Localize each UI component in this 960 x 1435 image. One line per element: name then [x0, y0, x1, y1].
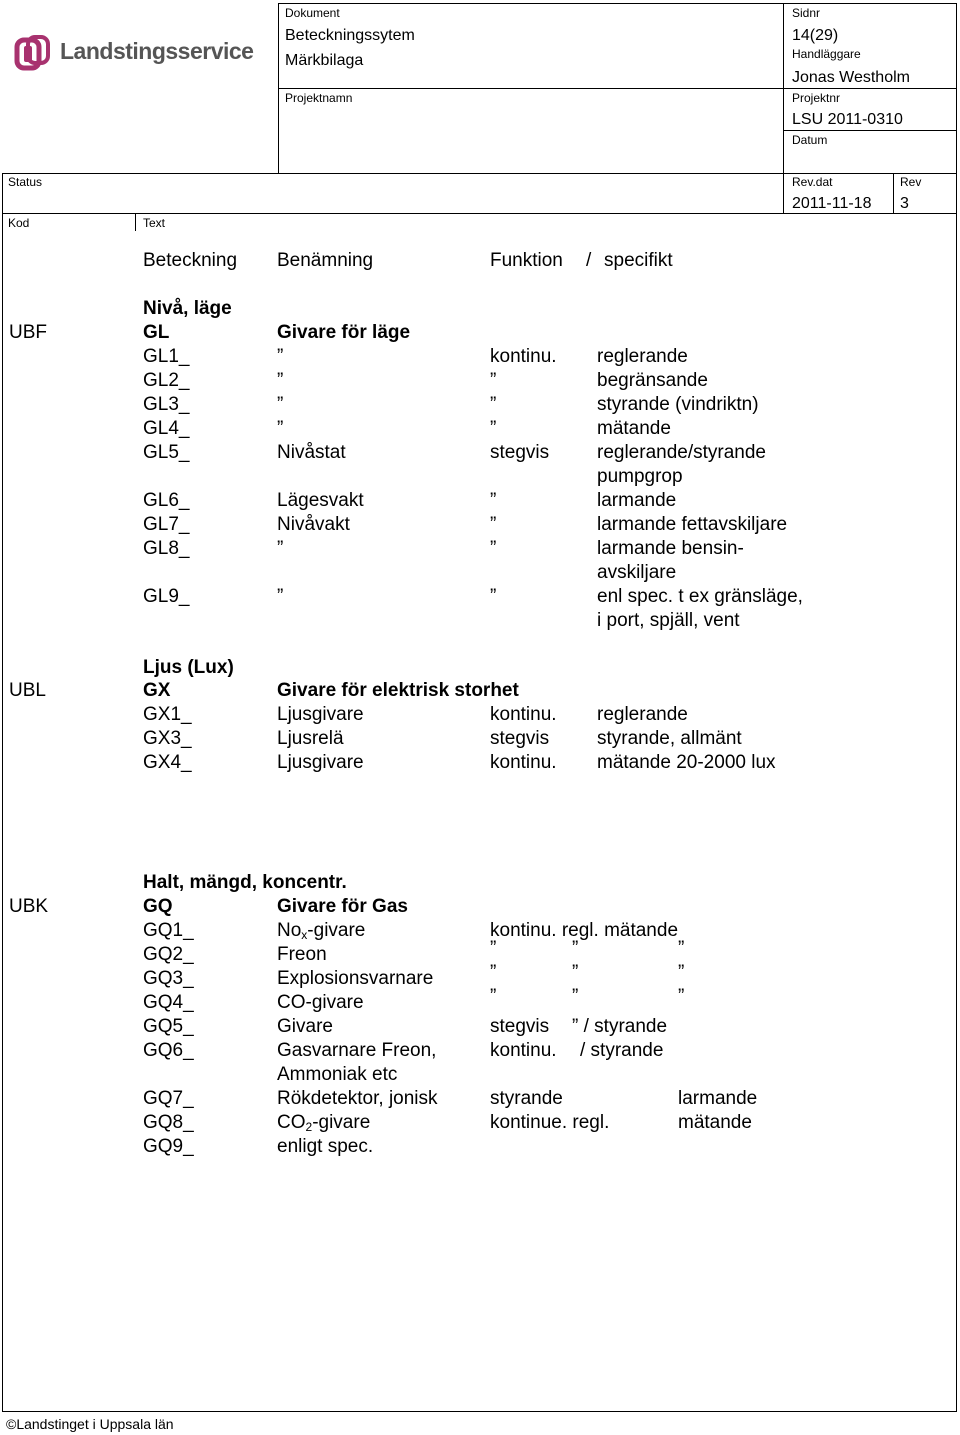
row-specifikt: mätande	[597, 418, 671, 439]
logo-mark-icon	[14, 34, 54, 74]
col-benamning: Benämning	[277, 250, 374, 271]
row-funktion: ”	[490, 514, 497, 535]
row-funktion: kontinu. regl. mätande	[490, 920, 679, 941]
ditto-mark: ”	[678, 962, 685, 983]
group-name: Givare för läge	[277, 322, 411, 343]
row-benamning: ”	[277, 394, 284, 415]
row-beteckning: GQ5_	[143, 1016, 194, 1037]
row-specifikt: larmande	[597, 490, 677, 511]
row-beteckning: GL5_	[143, 442, 190, 463]
row-funktion: kontinu.	[490, 704, 557, 725]
row-benamning: Rökdetektor, jonisk	[277, 1088, 438, 1109]
row-beteckning: GQ8_	[143, 1112, 194, 1133]
row-beteckning: GQ7_	[143, 1088, 194, 1109]
rev-value: 3	[900, 195, 909, 212]
row-benamning-cont: Ammoniak etc	[277, 1064, 398, 1085]
row-beteckning: GQ1_	[143, 920, 194, 941]
row-beteckning: GQ4_	[143, 992, 194, 1013]
copyright-icon: ©	[6, 1416, 17, 1432]
row-beteckning: GL8_	[143, 538, 190, 559]
row-specifikt: larmande fettavskiljare	[597, 514, 788, 535]
section-title: Halt, mängd, koncentr.	[143, 872, 347, 893]
group-name-gas: Gas	[372, 896, 408, 917]
ditto-mark: ”	[490, 962, 497, 983]
row-funktion: ”	[490, 394, 497, 415]
text-label: Text	[143, 216, 166, 230]
row-specifikt: begränsande	[597, 370, 708, 391]
row-funktion: ”	[490, 370, 497, 391]
row-funktion: ”	[490, 538, 497, 559]
sidnr-label: Sidnr	[792, 6, 821, 20]
datum-label: Datum	[792, 133, 828, 147]
row-specifikt: enl spec. t ex gränsläge,	[597, 586, 803, 607]
row-benamning: ”	[277, 370, 284, 391]
ditto-mark: ”	[572, 938, 579, 959]
row-beteckning: GQ9_	[143, 1136, 194, 1157]
row-benamning: Givare	[277, 1016, 333, 1037]
ditto-mark: ”	[572, 986, 579, 1007]
section-title: Ljus (Lux)	[143, 657, 234, 678]
row-specifikt-cont: i port, spjäll, vent	[597, 610, 740, 631]
logo-text: Landstingsservice	[60, 38, 254, 64]
ditto-mark: ”	[572, 962, 579, 983]
row-benamning: enligt spec.	[277, 1136, 374, 1157]
row-beteckning: GX1_	[143, 704, 192, 725]
row-funktion: kontinu.	[490, 346, 557, 367]
row-specifikt: reglerande	[597, 346, 688, 367]
section-title: Nivå, läge	[143, 298, 232, 319]
row-beteckning: GL4_	[143, 418, 190, 439]
row-beteckning: GQ2_	[143, 944, 194, 965]
row-benamning: Ljusgivare	[277, 704, 364, 725]
row-specifikt: mätande	[678, 1112, 752, 1133]
row-funktion: kontinu.	[490, 752, 557, 773]
benamning-sub: 2	[305, 1120, 313, 1134]
row-funktion: ”	[490, 418, 497, 439]
dokument-subtitle: Märkbilaga	[285, 52, 364, 69]
row-funktion: styrande	[490, 1088, 563, 1109]
footer-text: Landstinget i Uppsala län	[16, 1416, 174, 1432]
row-beteckning: GL3_	[143, 394, 190, 415]
handlaggare-value: Jonas Westholm	[792, 69, 910, 86]
col-funktion: Funktion	[490, 250, 563, 271]
row-beteckning: GQ6_	[143, 1040, 194, 1061]
row-benamning: Freon	[277, 944, 327, 965]
row-beteckning: GL1_	[143, 346, 190, 367]
row-specifikt: reglerande	[597, 704, 688, 725]
row-specifikt-cont: avskiljare	[597, 562, 677, 583]
benamning-post: -givare	[312, 1112, 371, 1133]
row-benamning: ”	[277, 418, 284, 439]
section-kod: UBF	[9, 322, 47, 343]
row-benamning: Gasvarnare Freon,	[277, 1040, 437, 1061]
group-name: Givare för elektrisk storhet	[277, 680, 519, 701]
dokument-title: Beteckningssytem	[285, 27, 415, 44]
dokument-label: Dokument	[285, 6, 340, 20]
sidnr-value: 14(29)	[792, 27, 839, 44]
row-benamning: Nivåvakt	[277, 514, 350, 535]
projektnamn-label: Projektnamn	[285, 91, 353, 105]
handlaggare-label: Handläggare	[792, 47, 861, 61]
row-funktion: kontinue. regl.	[490, 1112, 610, 1133]
row-benamning	[277, 1112, 370, 1134]
row-specifikt-cont: pumpgrop	[597, 466, 683, 487]
col-specifikt: specifikt	[604, 250, 673, 271]
benamning-sub: x	[301, 928, 308, 942]
row-benamning: Ljusrelä	[277, 728, 344, 749]
revdat-value: 2011-11-18	[792, 195, 872, 212]
revdat-label: Rev.dat	[792, 175, 833, 189]
group-name-part: Givare för	[277, 896, 367, 917]
ditto-mark: ”	[490, 938, 497, 959]
status-label: Status	[8, 175, 43, 189]
row-specifikt: reglerande/styrande	[597, 442, 766, 463]
row-specifikt: mätande 20-2000 lux	[597, 752, 776, 773]
row-funktion: ”	[490, 586, 497, 607]
row-beteckning: GL2_	[143, 370, 190, 391]
benamning-pre: CO	[277, 1112, 306, 1133]
col-beteckning: Beteckning	[143, 250, 238, 271]
rev-label: Rev	[900, 175, 922, 189]
row-benamning: ”	[277, 346, 284, 367]
row-beteckning: GL9_	[143, 586, 190, 607]
row-specifikt: ” / styrande	[572, 1016, 668, 1037]
row-benamning: ”	[277, 586, 284, 607]
row-funktion: kontinu.	[490, 1040, 557, 1061]
row-beteckning: GQ3_	[143, 968, 194, 989]
group-name	[277, 896, 408, 918]
benamning-pre: No	[277, 920, 302, 941]
col-slash: /	[586, 250, 592, 271]
row-specifikt: / styrande	[580, 1040, 664, 1061]
group-code: GQ	[143, 896, 173, 917]
row-funktion: stegvis	[490, 728, 550, 749]
row-beteckning: GX3_	[143, 728, 192, 749]
group-code: GL	[143, 322, 170, 343]
row-specifikt: larmande bensin-	[597, 538, 744, 559]
row-benamning: Nivåstat	[277, 442, 346, 463]
row-beteckning: GX4_	[143, 752, 192, 773]
row-specifikt: styrande (vindriktn)	[597, 394, 759, 415]
row-beteckning: GL7_	[143, 514, 190, 535]
ditto-mark: ”	[678, 938, 685, 959]
row-benamning: Lägesvakt	[277, 490, 364, 511]
group-code: GX	[143, 680, 171, 701]
row-funktion: stegvis	[490, 442, 550, 463]
footer	[6, 1416, 174, 1432]
row-specifikt: styrande, allmänt	[597, 728, 742, 749]
projektnr-label: Projektnr	[792, 91, 841, 105]
row-benamning	[277, 920, 365, 942]
section-kod: UBK	[9, 896, 49, 917]
row-funktion: ”	[490, 490, 497, 511]
ditto-mark: ”	[490, 986, 497, 1007]
row-funktion: stegvis	[490, 1016, 550, 1037]
row-benamning: Ljusgivare	[277, 752, 364, 773]
section-kod: UBL	[9, 680, 46, 701]
row-beteckning: GL6_	[143, 490, 190, 511]
benamning-post: -givare	[307, 920, 366, 941]
row-benamning: CO-givare	[277, 992, 364, 1013]
landstingsservice-logo	[14, 34, 54, 79]
row-benamning: Explosionsvarnare	[277, 968, 434, 989]
row-specifikt: larmande	[678, 1088, 758, 1109]
row-benamning: ”	[277, 538, 284, 559]
ditto-mark: ”	[678, 986, 685, 1007]
kod-label: Kod	[8, 216, 30, 230]
projektnr-value: LSU 2011-0310	[792, 111, 903, 128]
